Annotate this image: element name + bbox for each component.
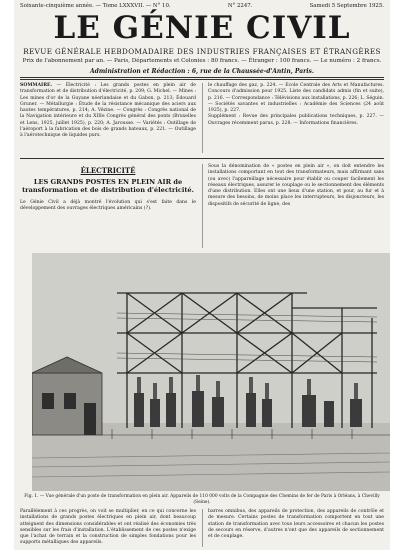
summary-left-text: — Électricité : Les grands postes en plein air de transformation et de distribution d'électricité, p. 209; G. Michel. — Mines : Les mines d'or de la Guyane néerlandaise et du Gabon, p. 213; Édouard Gruner. — Métallurgie : Étude de la résistance mécanique des aciers aux hautes températures, p. 214; A. Vézine. — Congrès : Congrès national de la Navigation intérieure et du XIIIe Congrès général des ponts (Bruxelles et Lens, 1925, juillet 1925), p. 220; A. Jarousse. — Variétés : Outillage de l'aéroport à la fabrication des bois de grands bateaux, p. 221. — Outillage à l'aérotechnique de liquides purs.: [20, 83, 196, 139]
section-title: ÉLECTRICITÉ: [80, 166, 136, 175]
journal-subtitle: REVUE GÉNÉRALE HEBDOMADAIRE DES INDUSTRIES FRANÇAISES ET ÉTRANGÈRES: [23, 47, 381, 56]
header-rule: [20, 77, 384, 78]
article-body-right: barres omnibus, des appareils de protection, des appareils de contrôle et de mesure. Certains postes de transformation comportent en tout une station de transformation avec tous leurs accessoires et chacun les postes de secours en réserve, d'autres n'ont que des appareils de sectionnement et de couplage.: [208, 509, 384, 540]
journal-title: LE GÉNIE CIVIL: [53, 10, 351, 46]
volume-line: Soixante-cinquième année. — Tome LXXXVII. — N° 10.: [20, 3, 171, 9]
photo-building: [32, 357, 102, 435]
article-title: LES GRANDS POSTES EN PLEIN AIR de transformation et de distribution d'électricité.: [22, 178, 194, 194]
article-intro-right: Sous la dénomination de « postes en plein air », on doit entendre les installations comportant en tout des transformateurs, mais affirmant sans (ou avec) l'appareillage nécessaire pour établir ou couper facilement les réseaux électriques, assurer le couplage ou le sectionnement des éléments d'une distribution. Elles ont une lieux d'une station, et pour, au fur et à mesure des besoins, de moins place les interrupteurs, les disjoncteurs, les dispositifs de sécurité de ligne, des: [208, 164, 384, 207]
summary-right-text: le chauffage des gaz, p. 224. — Ecole Centrale des Arts et Manufactures. Concours d'admission pour 1925. Liste des candidats admis (fin et suite), p. 216. — Correspondance : Télévisions aux installations, p. 226; L. Séguin. — Sociétés savantes et industrielles : Académie des Sciences (24 août 1925), p. 227.: [208, 83, 384, 114]
masthead-topline: [20, 3, 384, 9]
summary-label: SOMMAIRE.: [20, 83, 53, 88]
article-divider: [202, 164, 203, 248]
issue-date: Samedi 5 Septembre 1925.: [309, 3, 384, 9]
summary-left: [20, 83, 196, 140]
substation-photo: [32, 253, 390, 491]
article-body-left: Parallèlement à ces progrès, on voit se multiplier, en ce qui concerne les installations de grands postes électriques en plein air, dont beaucoup atteignent des dimensions considérables et ont réalisé des économies très sensibles sur les frais d'installation. L'établissement de ces postes n'exige que l'achat de terrain et la construction de simples fondations pour les supports métalliques des appareils.: [20, 509, 196, 546]
summary-supplement: Supplément : Revue des principales publications techniques, p. 227. — Ouvrages récemment parus, p. 228. — Informations financières.: [208, 114, 384, 126]
header-rule-double: [20, 79, 384, 80]
subscription-prices: Prix de l'abonnement par an. — Paris, Départements et Colonies : 80 francs. — Étranger : 100 francs. — Le numéro : 2 francs.: [22, 58, 382, 64]
figure-caption: Fig. 1. — Vue générale d'un poste de transformation en plein air. Appareils de 110 000 volts de la Compagnie des Chemins de fer de Paris à Orléans, à Chevilly (Seine).: [24, 494, 380, 505]
issue-number: N° 2247.: [227, 3, 253, 9]
administration-address: Administration et Rédaction : 6, rue de la Chaussée-d'Antin, Paris.: [89, 68, 315, 75]
summary-divider: [202, 83, 203, 153]
summary-rule: [20, 158, 384, 159]
summary-right: [208, 83, 384, 127]
newspaper-page: [14, 0, 390, 550]
article-intro-left: Le Génie Civil a déjà montré l'évolution qui s'est faite dans le développement des ouvrages électriques américains (?).: [20, 200, 196, 212]
body-divider: [202, 509, 203, 547]
